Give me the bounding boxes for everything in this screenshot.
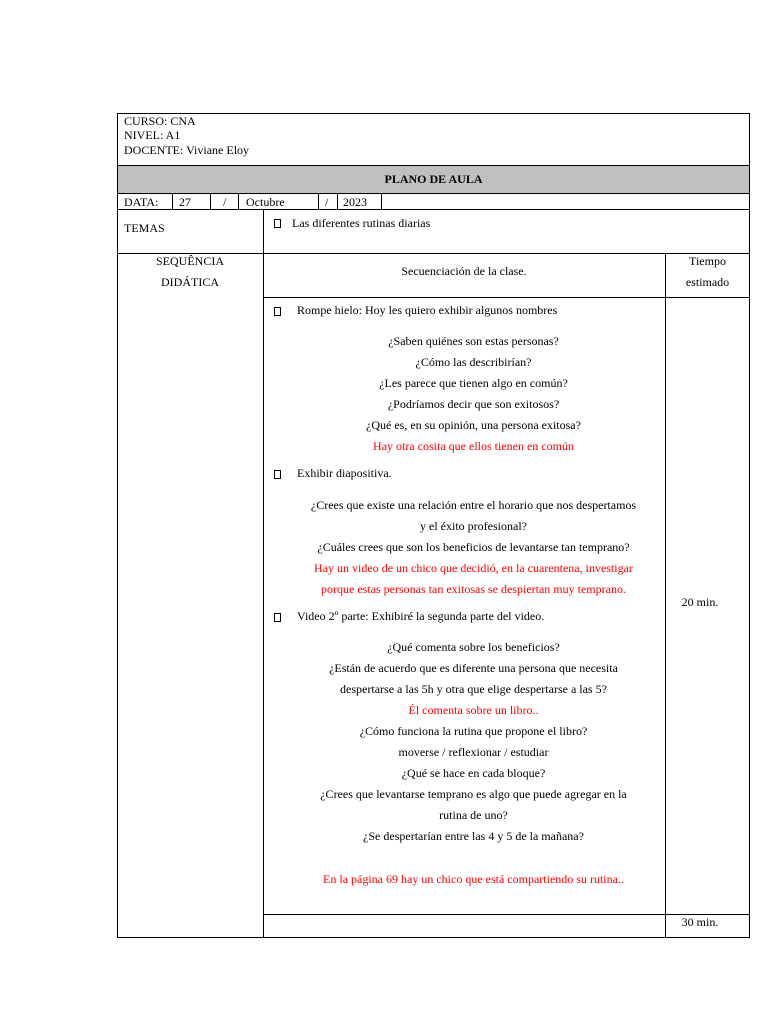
question: ¿Crees que levantarse temprano es algo que puede agregar en la bbox=[320, 787, 627, 801]
question: ¿Qué es, en su opinión, una persona exitosa? bbox=[366, 418, 581, 432]
question: ¿Podríamos decir que son exitosos? bbox=[387, 397, 560, 411]
divider bbox=[117, 193, 750, 194]
question: ¿Cuáles crees que son los beneficios de levantarse tan temprano? bbox=[317, 540, 630, 554]
date-month: Octubre bbox=[246, 195, 285, 209]
time-header: estimado bbox=[685, 275, 730, 289]
bullet-icon bbox=[274, 307, 281, 316]
divider bbox=[381, 193, 382, 209]
question: ¿Qué comenta sobre los beneficios? bbox=[387, 640, 560, 654]
date-separator: / bbox=[223, 195, 227, 209]
question: despertarse a las 5h y otra que elige despertarse a las 5? bbox=[340, 682, 607, 696]
date-day: 27 bbox=[179, 195, 191, 209]
question: ¿Cómo las describirían? bbox=[415, 355, 532, 369]
divider bbox=[210, 193, 211, 209]
question: moverse / reflexionar / estudiar bbox=[398, 745, 549, 759]
date-label: DATA: bbox=[124, 195, 159, 209]
page-title: PLANO DE AULA bbox=[384, 172, 483, 186]
question: ¿Crees que existe una relación entre el horario que nos despertamos bbox=[310, 498, 637, 512]
question: ¿Qué se hace en cada bloque? bbox=[401, 766, 546, 780]
bullet-icon bbox=[274, 613, 281, 622]
temas-label: TEMAS bbox=[124, 221, 165, 235]
temas-value: Las diferentes rutinas diarias bbox=[292, 216, 431, 230]
curso-line: CURSO: CNA bbox=[124, 114, 196, 128]
teacher-note: porque estas personas tan exitosas se despiertan muy temprano. bbox=[321, 582, 626, 596]
teacher-note: En la página 69 hay un chico que está compartiendo su rutina.. bbox=[323, 872, 624, 886]
content-item: Exhibir diapositiva. bbox=[297, 466, 392, 480]
question: ¿Les parece que tienen algo en común? bbox=[379, 376, 568, 390]
sequence-label: SEQUÊNCIA bbox=[156, 254, 224, 268]
question: rutina de uno? bbox=[439, 808, 508, 822]
bullet-icon bbox=[274, 219, 281, 228]
question: ¿Cómo funciona la rutina que propone el libro? bbox=[359, 724, 588, 738]
divider bbox=[238, 193, 239, 209]
question: ¿Saben quiénes son estas personas? bbox=[388, 334, 559, 348]
content-item: Rompe hielo: Hoy les quiero exhibir algunos nombres bbox=[297, 303, 558, 317]
time-estimate: 30 min. bbox=[681, 915, 719, 929]
date-year: 2023 bbox=[343, 195, 367, 209]
divider bbox=[318, 193, 319, 209]
divider bbox=[337, 193, 338, 209]
question: y el éxito profesional? bbox=[420, 519, 527, 533]
column-title: Secuenciación de la clase. bbox=[401, 264, 527, 278]
question: ¿Están de acuerdo que es diferente una persona que necesita bbox=[329, 661, 618, 675]
time-header: Tiempo bbox=[689, 254, 726, 268]
sequence-label: DIDÁTICA bbox=[161, 275, 219, 289]
divider bbox=[172, 193, 173, 209]
docente-line: DOCENTE: Viviane Eloy bbox=[124, 143, 250, 157]
teacher-note: Hay otra cosita que ellos tienen en común bbox=[373, 439, 574, 453]
bullet-icon bbox=[274, 470, 281, 479]
question: ¿Se despertarían entre las 4 y 5 de la mañana? bbox=[363, 829, 584, 843]
divider bbox=[263, 297, 750, 298]
teacher-note: Él comenta sobre un libro.. bbox=[408, 703, 539, 717]
time-estimate: 20 min. bbox=[681, 595, 719, 609]
nivel-line: NIVEL: A1 bbox=[124, 128, 181, 142]
date-separator: / bbox=[325, 195, 329, 209]
teacher-note: Hay un video de un chico que decidió, en la cuarentena, investigar bbox=[314, 561, 633, 575]
divider bbox=[117, 209, 750, 210]
content-item: Video 2º parte: Exhibiré la segunda parte del video. bbox=[297, 609, 545, 623]
